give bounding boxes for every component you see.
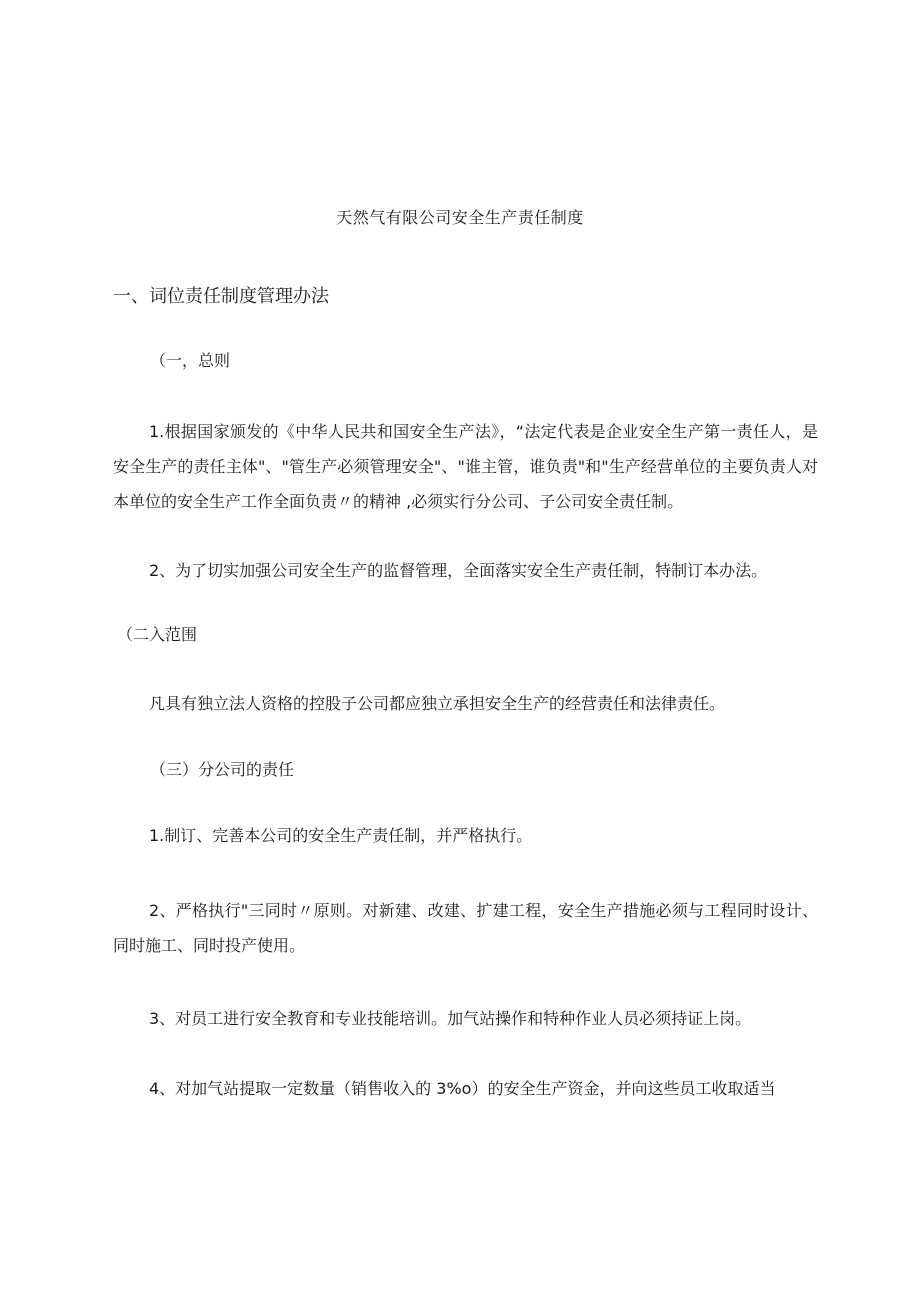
- subsection-label-general: （一，总则: [150, 351, 231, 370]
- paragraph-item-1: 1.根据国家颁发的《中华人民共和国安全生产法》，“法定代表是企业安全生产第一责任人，是安全生产的责任主体"、"管生产必须管理安全"、"谁主管，谁负责"和"生产经营单位的主要负责人对本单位的安全生产工作全面负责〃的精神 ,必须实行分公司、子公司安全责任制。: [113, 422, 818, 511]
- subsection-label-scope: （二入范围: [117, 625, 198, 644]
- document-title: 天然气有限公司安全生产责任制度: [336, 208, 584, 227]
- paragraph-responsibility-1: 1.制订、完善本公司的安全生产责任制，并严格执行。: [149, 826, 533, 845]
- paragraph-item-2: 2、为了切实加强公司安全生产的监督管理，全面落实安全生产责任制，特制订本办法。: [149, 561, 768, 580]
- subsection-label-branch-responsibility: （三）分公司的责任: [150, 760, 295, 779]
- paragraph-responsibility-3: 3、对员工进行安全教育和专业技能培训。加气站操作和特种作业人员必须持证上岗。: [149, 1009, 752, 1028]
- paragraph-responsibility-4: 4、对加气站提取一定数量（销售收入的 3%o）的安全生产资金，并向这些员工收取适当: [149, 1079, 776, 1098]
- section-heading-1: 一、词位责任制度管理办法: [113, 286, 329, 307]
- paragraph-responsibility-2: 2、严格执行"三同时〃原则。对新建、改建、扩建工程，安全生产措施必须与工程同时设计、同时施工、同时投产使用。: [113, 901, 818, 955]
- paragraph-scope: 凡具有独立法人资格的控股子公司都应独立承担安全生产的经营责任和法律责任。: [149, 694, 726, 713]
